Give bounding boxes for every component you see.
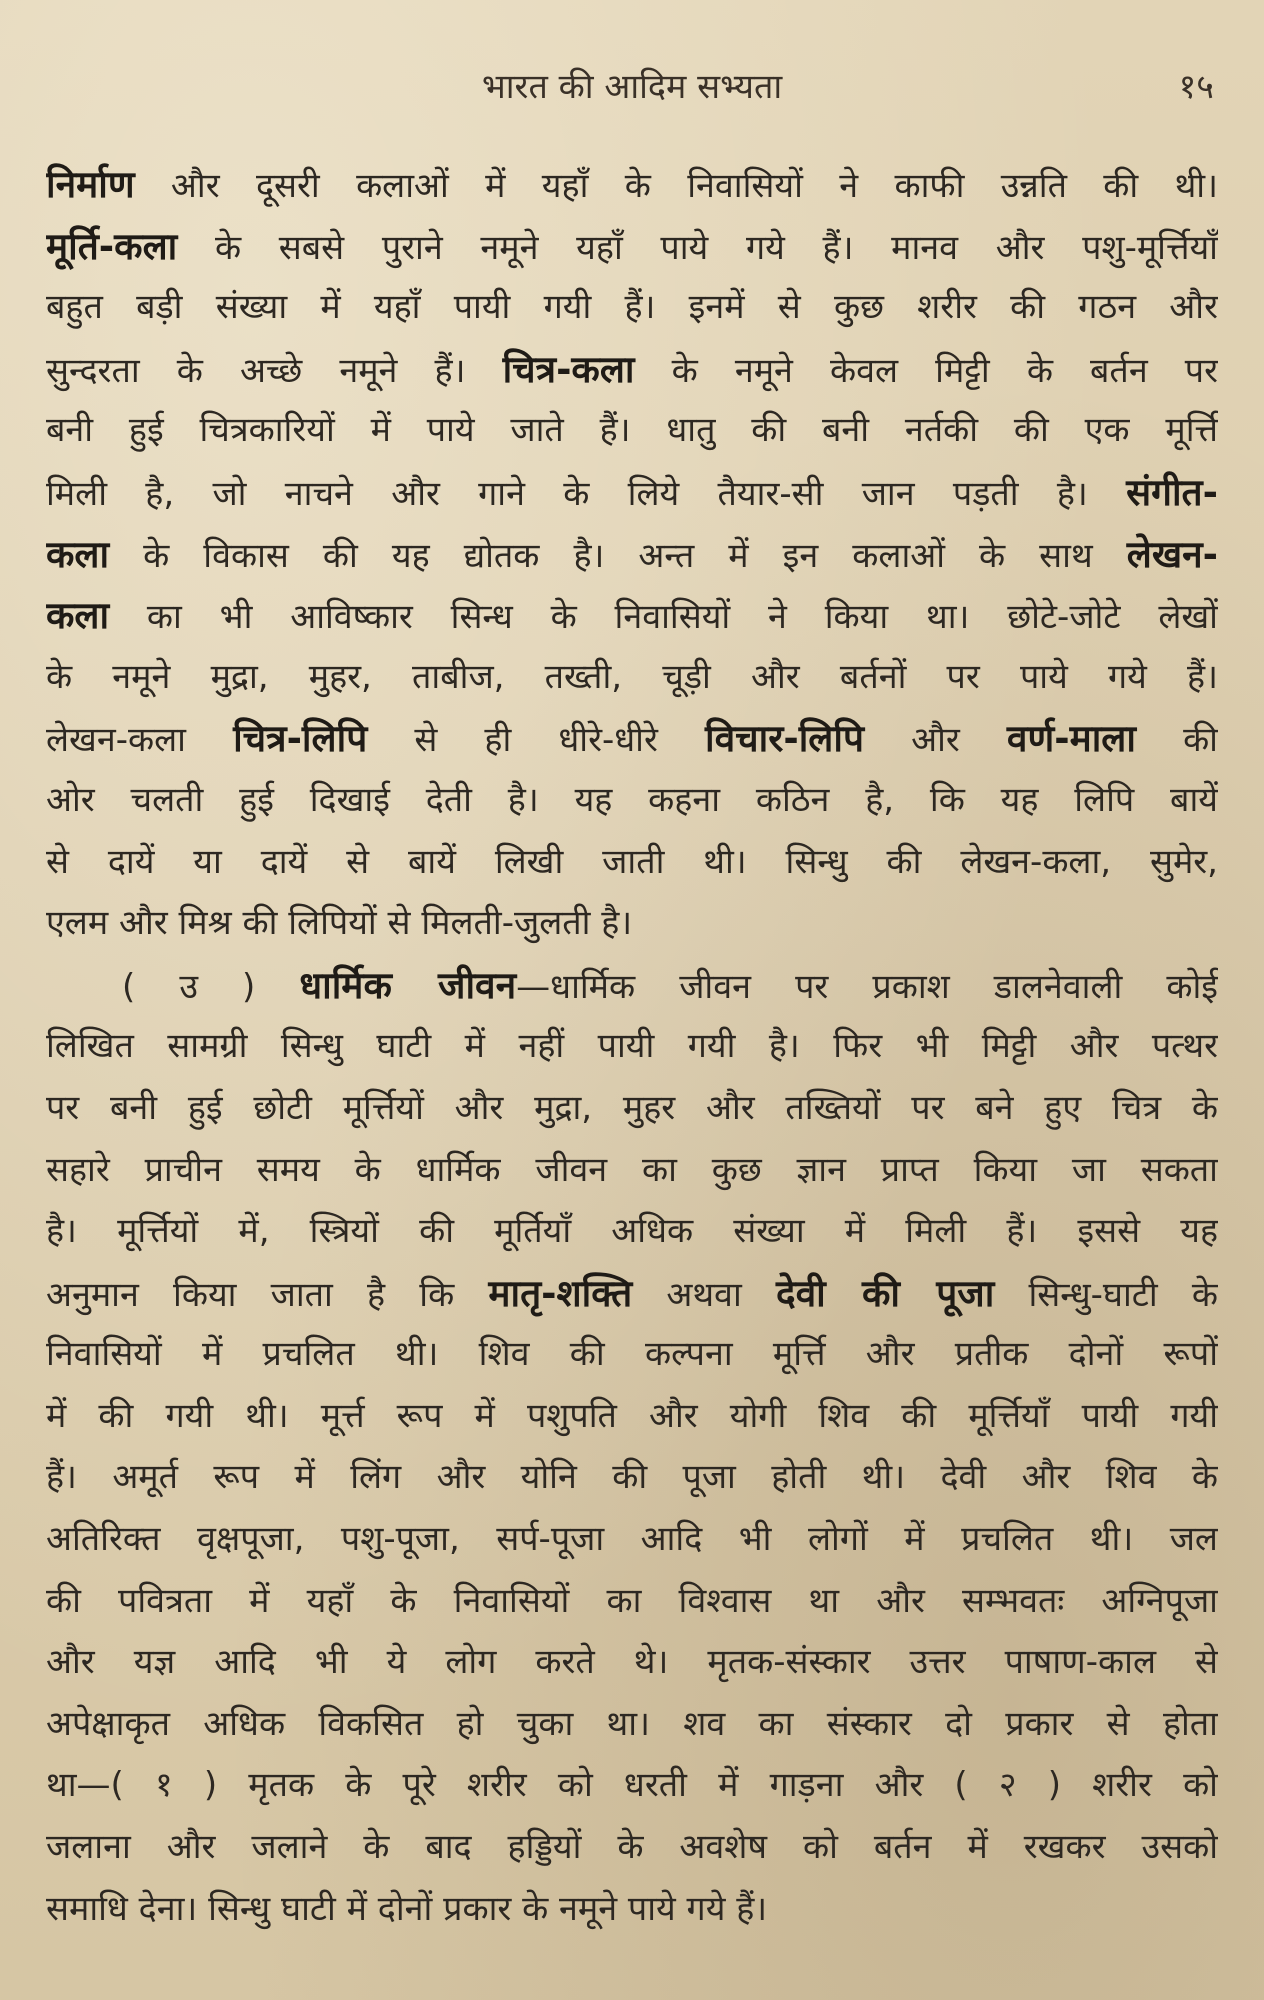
text-line — [46, 277, 1218, 339]
bold-term: चित्र-कला — [502, 347, 635, 391]
text-segment: अनुमान किया जाता है कि — [46, 1274, 489, 1315]
text-segment: के नमूने केवल मिट्टी के बर्तन पर — [634, 350, 1218, 391]
text-line — [46, 524, 1218, 586]
text-line — [46, 893, 1218, 955]
text-line — [46, 339, 1218, 401]
text-segment: —धार्मिक जीवन पर प्रकाश डालनेवाली कोई — [516, 966, 1218, 1007]
text-segment: में की गयी थी। मूर्त्त रूप में पशुपति और योगी शिव की मूर्त्तियाँ पायी गयी — [46, 1395, 1218, 1436]
text-line — [46, 1755, 1218, 1817]
text-segment: की — [1135, 720, 1218, 761]
running-title: भारत की आदिम सभ्यता — [481, 67, 783, 107]
text-line — [46, 585, 1218, 647]
text-line — [46, 1140, 1218, 1202]
text-segment: सुन्दरता के अच्छे नमूने हैं। — [46, 350, 503, 391]
text-line — [46, 770, 1218, 832]
text-segment: मिली है, जो नाचने और गाने के लिये तैयार-सी जान पड़ती है। — [46, 473, 1127, 514]
text-segment: है। मूर्त्तियों में, स्त्रियों की मूर्तियाँ अधिक संख्या में मिली हैं। इससे यह — [46, 1211, 1218, 1252]
text-segment: से ही धीरे-धीरे — [367, 720, 705, 761]
page-header — [50, 62, 1214, 122]
text-line — [46, 832, 1218, 894]
bold-term: मूर्ति-कला — [46, 224, 178, 268]
bold-term: कला — [46, 594, 110, 638]
text-line — [46, 216, 1218, 278]
text-line — [46, 1324, 1218, 1386]
text-segment: के नमूने मुद्रा, मुहर, ताबीज, तख्ती, चूड़ी और बर्तनों पर पाये गये हैं। — [46, 656, 1218, 697]
text-segment: का भी आविष्कार सिन्ध के निवासियों ने किया था। छोटे-जोटे लेखों — [109, 597, 1218, 638]
text-line — [46, 1817, 1218, 1879]
text-line — [46, 955, 1218, 1017]
text-line — [46, 154, 1218, 216]
text-segment: जलाना और जलाने के बाद हड्डियों के अवशेष को बर्तन में रखकर उसको — [46, 1827, 1218, 1868]
text-segment: एलम और मिश्र की लिपियों से मिलती-जुलती है। — [46, 903, 633, 944]
text-line — [46, 1386, 1218, 1448]
text-segment: पर बनी हुई छोटी मूर्त्तियों और मुद्रा, मुहर और तख्तियों पर बने हुए चित्र के — [46, 1087, 1218, 1128]
text-line — [46, 1632, 1218, 1694]
page-number: १५ — [1178, 67, 1214, 107]
text-line — [46, 462, 1218, 524]
bold-term: वर्ण-माला — [1006, 717, 1136, 761]
bold-term: मातृ-शक्ति — [488, 1271, 633, 1315]
bold-term: संगीत- — [1126, 470, 1218, 514]
text-segment: अथवा — [632, 1274, 776, 1315]
text-segment: लेखन-कला — [46, 720, 234, 761]
text-segment: के सबसे पुराने नमूने यहाँ पाये गये हैं। मानव और पशु-मूर्त्तियाँ — [177, 227, 1218, 268]
text-segment: लिखित सामग्री सिन्धु घाटी में नहीं पायी गयी है। फिर भी मिट्टी और पत्थर — [46, 1026, 1218, 1067]
text-segment: के विकास की यह द्योतक है। अन्त में इन कलाओं के साथ — [109, 535, 1127, 576]
text-segment: से दायें या दायें से बायें लिखी जाती थी। सिन्धु की लेखन-कला, सुमेर, — [46, 841, 1218, 882]
bold-term: कला — [46, 532, 110, 576]
text-segment: था—( १ ) मृतक के पूरे शरीर को धरती में गाड़ना और ( २ ) शरीर को — [46, 1765, 1218, 1806]
text-line — [46, 1263, 1218, 1325]
text-segment: बहुत बड़ी संख्या में यहाँ पायी गयी हैं। इनमें से कुछ शरीर की गठन और — [46, 287, 1218, 328]
text-line — [46, 647, 1218, 709]
text-segment: और यज्ञ आदि भी ये लोग करते थे। मृतक-संस्कार उत्तर पाषाण-काल से — [46, 1642, 1218, 1683]
text-line — [46, 1694, 1218, 1756]
text-line — [46, 1016, 1218, 1078]
text-segment: की पवित्रता में यहाँ के निवासियों का विश्वास था और सम्भवतः अग्निपूजा — [46, 1580, 1218, 1621]
body-text — [46, 154, 1218, 1940]
text-segment: निवासियों में प्रचलित थी। शिव की कल्पना मूर्त्ति और प्रतीक दोनों रूपों — [46, 1334, 1218, 1375]
text-segment: ओर चलती हुई दिखाई देती है। यह कहना कठिन है, कि यह लिपि बायें — [46, 779, 1218, 820]
bold-term: देवी की पूजा — [775, 1271, 995, 1315]
text-line — [46, 400, 1218, 462]
bold-term: लेखन- — [1126, 532, 1218, 576]
text-segment: और — [864, 720, 1007, 761]
text-line — [46, 708, 1218, 770]
text-line — [46, 1201, 1218, 1263]
text-segment: बनी हुई चित्रकारियों में पाये जाते हैं। धातु की बनी नर्तकी की एक मूर्त्ति — [46, 410, 1218, 451]
bold-term: निर्माण — [46, 163, 135, 206]
text-segment: अपेक्षाकृत अधिक विकसित हो चुका था। शव का संस्कार दो प्रकार से होता — [46, 1703, 1218, 1744]
text-segment: ( उ ) — [122, 966, 300, 1007]
bold-term: धार्मिक जीवन — [299, 963, 517, 1007]
text-segment: और दूसरी कलाओं में यहाँ के निवासियों ने काफी उन्नति की थी। — [134, 166, 1218, 206]
text-segment: अतिरिक्त वृक्षपूजा, पशु-पूजा, सर्प-पूजा आदि भी लोगों में प्रचलित थी। जल — [46, 1519, 1218, 1560]
text-segment: समाधि देना। सिन्धु घाटी में दोनों प्रकार के नमूने पाये गये हैं। — [46, 1888, 768, 1929]
text-line — [46, 1509, 1218, 1571]
text-segment: सहारे प्राचीन समय के धार्मिक जीवन का कुछ ज्ञान प्राप्त किया जा सकता — [46, 1149, 1218, 1190]
text-line — [46, 1078, 1218, 1140]
bold-term: चित्र-लिपि — [233, 717, 368, 761]
text-segment: सिन्धु-घाटी के — [994, 1274, 1218, 1315]
text-line — [46, 1571, 1218, 1633]
text-segment: हैं। अमूर्त रूप में लिंग और योनि की पूजा होती थी। देवी और शिव के — [46, 1457, 1218, 1498]
text-line — [46, 1447, 1218, 1509]
text-line — [46, 1879, 1218, 1941]
bold-term: विचार-लिपि — [705, 717, 864, 761]
